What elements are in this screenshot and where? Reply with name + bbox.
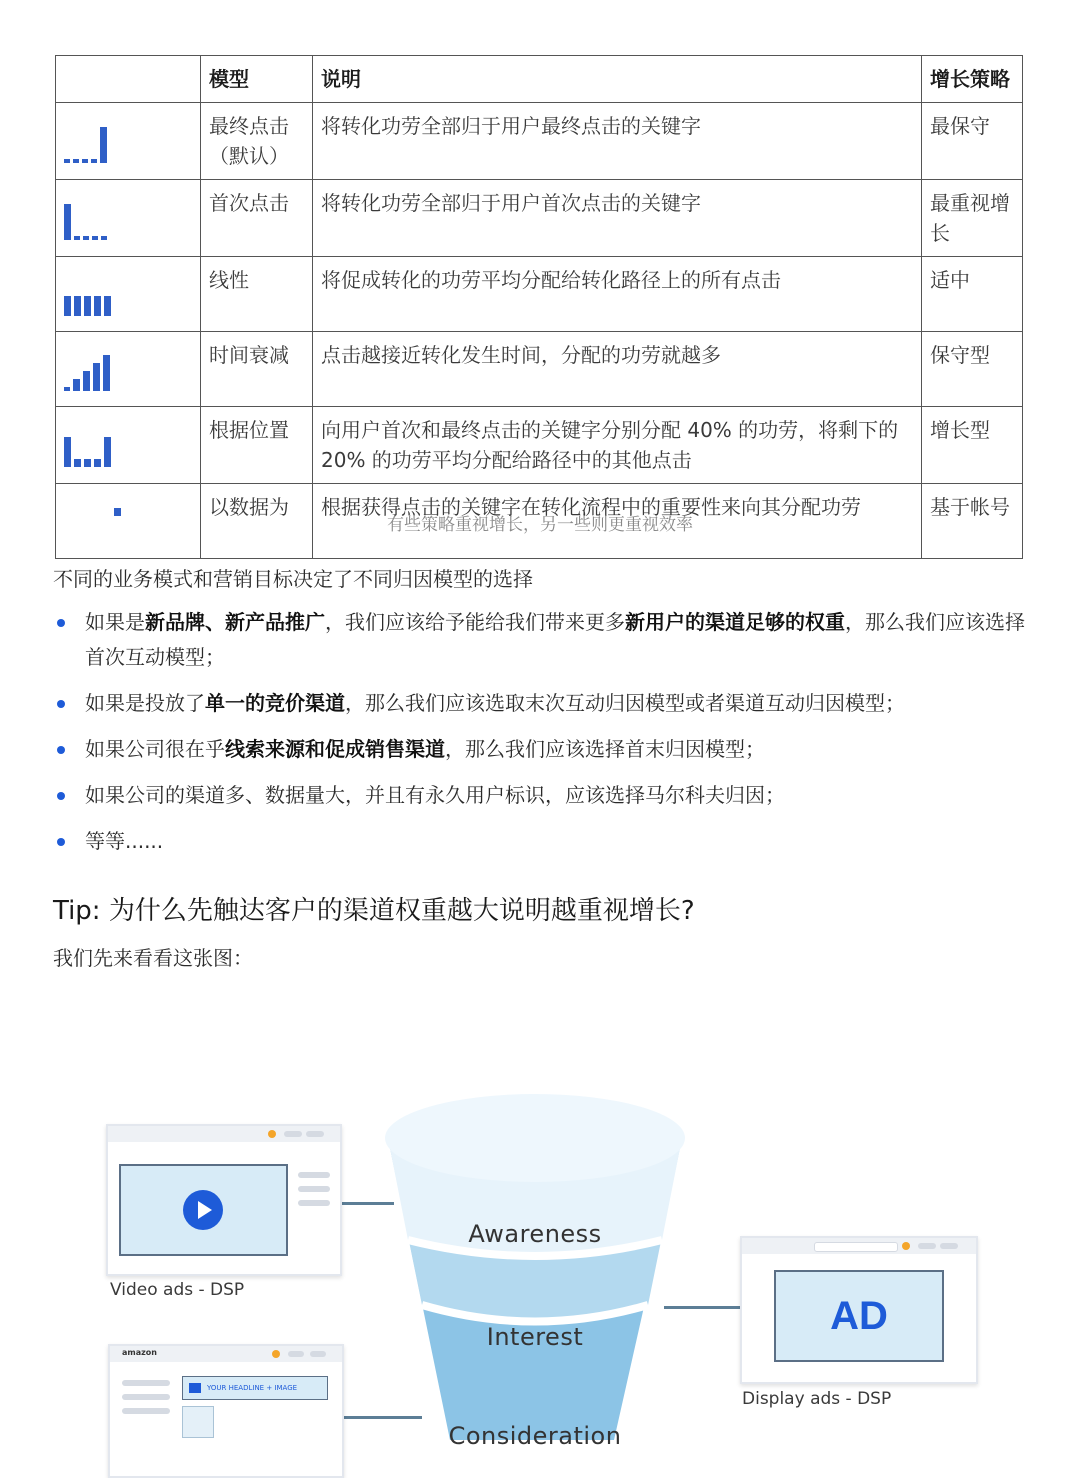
growth-strategy: 最保守: [922, 103, 1023, 180]
video-ad-window: [106, 1124, 342, 1276]
display-ad-screen: [774, 1270, 944, 1362]
model-name: 首次点击: [201, 180, 313, 257]
diagram-intro: 我们先来看看这张图：: [53, 946, 253, 970]
table-row: [56, 407, 1023, 484]
amazon-ad-window: [108, 1344, 344, 1478]
attribution-model-table: [55, 55, 1023, 559]
table-row: [56, 257, 1023, 332]
model-description: 根据获得点击的关键字在转化流程中的重要性来向其分配功劳: [313, 484, 922, 559]
list-item: 等等......: [53, 824, 1028, 859]
table-header-row: [56, 56, 1023, 103]
window-dot-icon: [272, 1350, 280, 1358]
tip-heading: Tip: 为什么先触达客户的渠道权重越大说明越重视增长?: [53, 896, 695, 926]
model-description: 将转化功劳全部归于用户最终点击的关键字: [313, 103, 922, 180]
stage-awareness: Awareness: [468, 1220, 602, 1248]
model-description: 将转化功劳全部归于用户首次点击的关键字: [313, 180, 922, 257]
model-name: 以数据为: [201, 484, 313, 559]
header-description: 说明: [313, 56, 922, 103]
list-item: 如果公司的渠道多、数据量大，并且有永久用户标识，应该选择马尔科夫归因；: [53, 778, 1028, 813]
play-icon: [182, 1189, 224, 1231]
model-description: 点击越接近转化发生时间，分配的功劳就越多: [313, 332, 922, 407]
marketing-funnel-diagram: [0, 1080, 1080, 1450]
header-model: 模型: [201, 56, 313, 103]
last-click-bars-icon: [56, 119, 200, 163]
model-description: 将促成转化的功劳平均分配给转化路径上的所有点击: [313, 257, 922, 332]
growth-strategy: 基于帐号: [922, 484, 1023, 559]
stage-interest: Interest: [486, 1323, 584, 1351]
window-dot-icon: [268, 1130, 276, 1138]
list-item: 如果公司很在乎线索来源和促成销售渠道，那么我们应该选择首末归因模型；: [53, 732, 1028, 767]
model-name: 线性: [201, 257, 313, 332]
video-ads-label: Video ads - DSP: [110, 1280, 245, 1300]
model-name: 时间衰减: [201, 332, 313, 407]
funnel-graphic: [380, 1080, 710, 1440]
stage-consideration: Consideration: [448, 1422, 622, 1450]
bullet-list: [53, 605, 1028, 870]
growth-strategy: 适中: [922, 257, 1023, 332]
model-name: 根据位置: [201, 407, 313, 484]
list-item: 如果是新品牌、新产品推广，我们应该给予能给我们带来更多新用户的渠道足够的权重，那么我们应该选择首次互动模型；: [53, 605, 1028, 675]
first-click-bars-icon: [56, 196, 200, 240]
headline-banner: YOUR HEADLINE + IMAGE: [182, 1376, 328, 1400]
time-decay-bars-icon: [56, 347, 200, 391]
intro-paragraph: 不同的业务模式和营销目标决定了不同归因模型的选择: [53, 567, 533, 591]
display-ads-label: Display ads - DSP: [742, 1389, 892, 1409]
ad-text: AD: [830, 1293, 888, 1338]
growth-strategy: 增长型: [922, 407, 1023, 484]
linear-bars-icon: [56, 272, 200, 316]
amazon-logo: amazon: [122, 1348, 157, 1357]
image-icon: [189, 1383, 201, 1393]
header-icon: [56, 56, 201, 103]
growth-strategy: 最重视增长: [922, 180, 1023, 257]
table-caption: 有些策略重视增长，另一些则更重视效率: [387, 515, 693, 535]
window-dot-icon: [902, 1242, 910, 1250]
table-row: [56, 180, 1023, 257]
display-ad-window: [740, 1236, 978, 1384]
list-item: 如果是投放了单一的竞价渠道，那么我们应该选取末次互动归因模型或者渠道互动归因模型；: [53, 686, 1028, 721]
attribution-model-table-image: [55, 55, 1023, 519]
video-screen: [119, 1164, 288, 1256]
table-row: [56, 332, 1023, 407]
growth-strategy: 保守型: [922, 332, 1023, 407]
model-description: 向用户首次和最终点击的关键字分别分配 40% 的功劳，将剩下的 20% 的功劳平均分配给路径中的其他点击: [313, 407, 922, 484]
image-placeholder-icon: [182, 1406, 214, 1438]
header-strategy: 增长策略: [922, 56, 1023, 103]
table-row: [56, 103, 1023, 180]
position-bars-icon: [56, 423, 200, 467]
model-name: 最终点击（默认）: [201, 103, 313, 180]
